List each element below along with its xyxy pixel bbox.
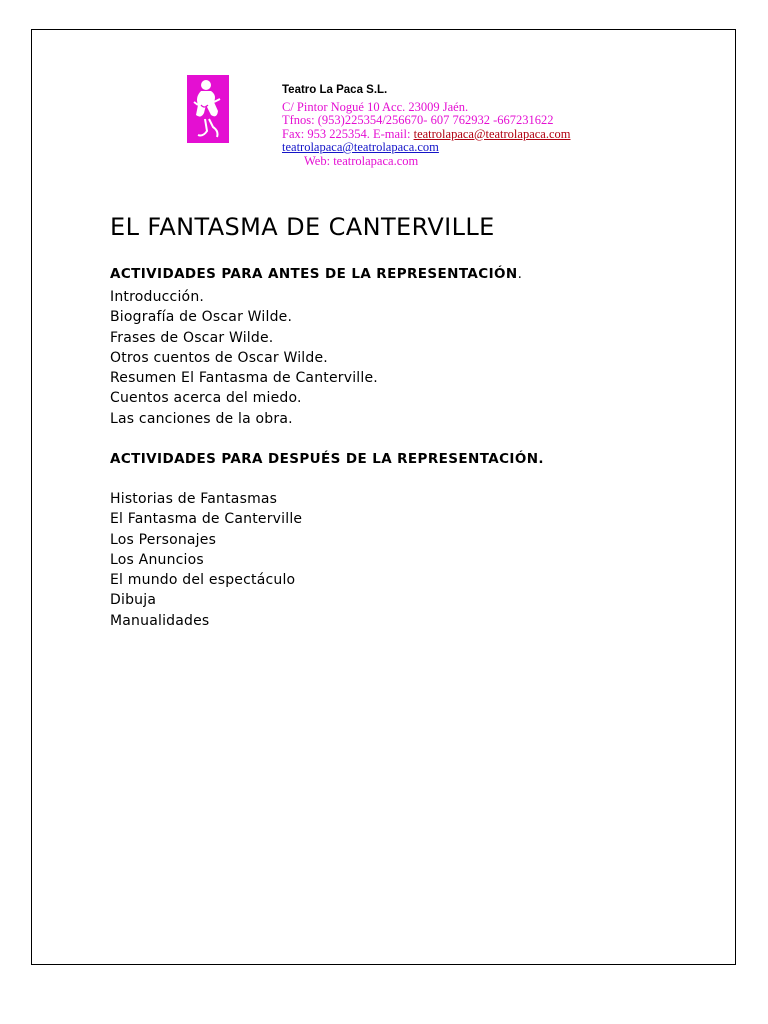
- company-phones: Tfnos: (953)225354/256670- 607 762932 -667231622: [282, 113, 554, 127]
- after-section-heading: ACTIVIDADES PARA DESPUÉS DE LA REPRESENTACIÓN.: [110, 451, 544, 467]
- fax-label: Fax: 953 225354. E-mail:: [282, 126, 414, 141]
- company-name: Teatro La Paca S.L.: [282, 84, 388, 96]
- email-link-primary[interactable]: teatrolapaca@teatrolapaca.com: [413, 126, 571, 141]
- list-item: Los Anuncios: [110, 551, 204, 568]
- list-item: Introducción.: [110, 289, 205, 305]
- company-fax-line: [282, 128, 571, 142]
- list-item: Los Personajes: [110, 531, 217, 548]
- email-link-secondary[interactable]: teatrolapaca@teatrolapaca.com: [282, 140, 439, 154]
- theatre-logo-icon: [187, 75, 229, 143]
- before-activities-list: [110, 287, 378, 429]
- before-section-heading: [110, 266, 522, 282]
- list-item: Otros cuentos de Oscar Wilde.: [110, 349, 328, 366]
- company-header: [282, 84, 571, 168]
- before-heading-period: .: [517, 266, 523, 282]
- list-item: El mundo del espectáculo: [110, 572, 296, 589]
- list-item: Cuentos acerca del miedo.: [110, 390, 302, 407]
- list-item: Las canciones de la obra.: [110, 410, 293, 427]
- company-web: Web: teatrolapaca.com: [304, 153, 419, 168]
- list-item: Frases de Oscar Wilde.: [110, 329, 274, 346]
- list-item: Biografía de Oscar Wilde.: [110, 309, 293, 326]
- list-item: Resumen El Fantasma de Canterville.: [110, 370, 378, 387]
- before-heading-text: ACTIVIDADES PARA ANTES DE LA REPRESENTACIÓN: [110, 266, 518, 282]
- list-item: Manualidades: [110, 612, 210, 629]
- list-item: Historias de Fantasmas: [110, 491, 278, 507]
- list-item: El Fantasma de Canterville: [110, 511, 303, 528]
- list-item: Dibuja: [110, 592, 157, 609]
- document-title: EL FANTASMA DE CANTERVILLE: [110, 213, 495, 241]
- after-activities-list: [110, 489, 302, 631]
- company-address: C/ Pintor Nogué 10 Acc. 23009 Jaén.: [282, 99, 469, 114]
